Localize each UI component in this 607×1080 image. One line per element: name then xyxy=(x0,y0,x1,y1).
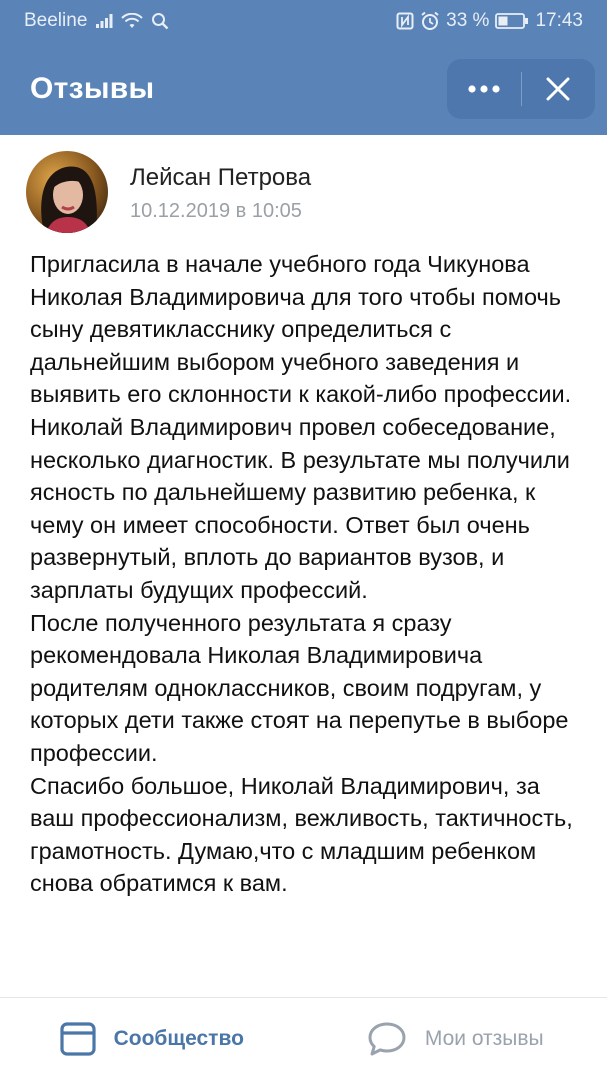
close-icon xyxy=(546,77,570,101)
review-paragraph: После полученного результата я сразу рекомендовала Николая Владимировича родителям одноклассников, своим подругам, у которых дети также стоят на перепутье в выборе профессии. xyxy=(30,609,569,766)
review-author xyxy=(26,151,311,233)
header-actions xyxy=(447,59,595,119)
status-bar xyxy=(0,0,607,42)
avatar[interactable] xyxy=(26,151,108,233)
battery-icon xyxy=(495,12,529,30)
page-title: Отзывы xyxy=(30,71,155,105)
author-meta xyxy=(130,162,311,223)
status-left xyxy=(24,10,169,32)
nav-my-reviews-label: Мои отзывы xyxy=(424,1027,544,1050)
battery-percent: 33 % xyxy=(446,10,490,31)
speech-bubble-icon xyxy=(367,1021,407,1057)
clock: 17:43 xyxy=(535,10,583,31)
nav-community-label: Сообщество xyxy=(113,1027,244,1050)
nfc-icon xyxy=(396,12,414,30)
bottom-nav xyxy=(0,998,607,1080)
app-bar xyxy=(0,42,607,135)
nav-my-reviews[interactable] xyxy=(304,998,607,1080)
carrier-label: Beeline xyxy=(24,10,88,31)
review-body xyxy=(30,248,590,900)
wifi-icon xyxy=(121,13,143,29)
review-paragraph: Пригласила в начале учебного года Чикунова Николая Владимировича для того чтобы помочь сыну девятикласснику определиться с дальнейшим выбором учебного заведения и выявить его склонности к какой-либо профессии. Николай Владимирович провел собеседование, несколько диагностик. В результате мы получили ясность по дальнейшему развитию ребенка, к чему он имеет способности. Ответ был очень развернутый, вплоть до вариантов вузов, и зарплаты будущих профессий. xyxy=(30,251,572,603)
signal-icon xyxy=(95,13,113,29)
review-paragraph: Спасибо большое, Николай Владимирович, за ваш профессионализм, вежливость, тактичность, грамотность. Думаю,что с младшим ребенком снова обратимся к вам. xyxy=(30,772,573,897)
review-content xyxy=(0,135,607,997)
author-name[interactable]: Лейсан Петрова xyxy=(130,163,312,191)
nav-community[interactable] xyxy=(0,998,304,1080)
search-icon xyxy=(151,12,169,30)
alarm-icon xyxy=(420,11,440,31)
community-icon xyxy=(60,1022,96,1056)
close-button[interactable] xyxy=(522,59,596,119)
status-right xyxy=(396,10,583,32)
review-date: 10.12.2019 в 10:05 xyxy=(130,199,302,222)
more-dots-icon xyxy=(468,85,500,93)
more-button[interactable] xyxy=(447,59,521,119)
